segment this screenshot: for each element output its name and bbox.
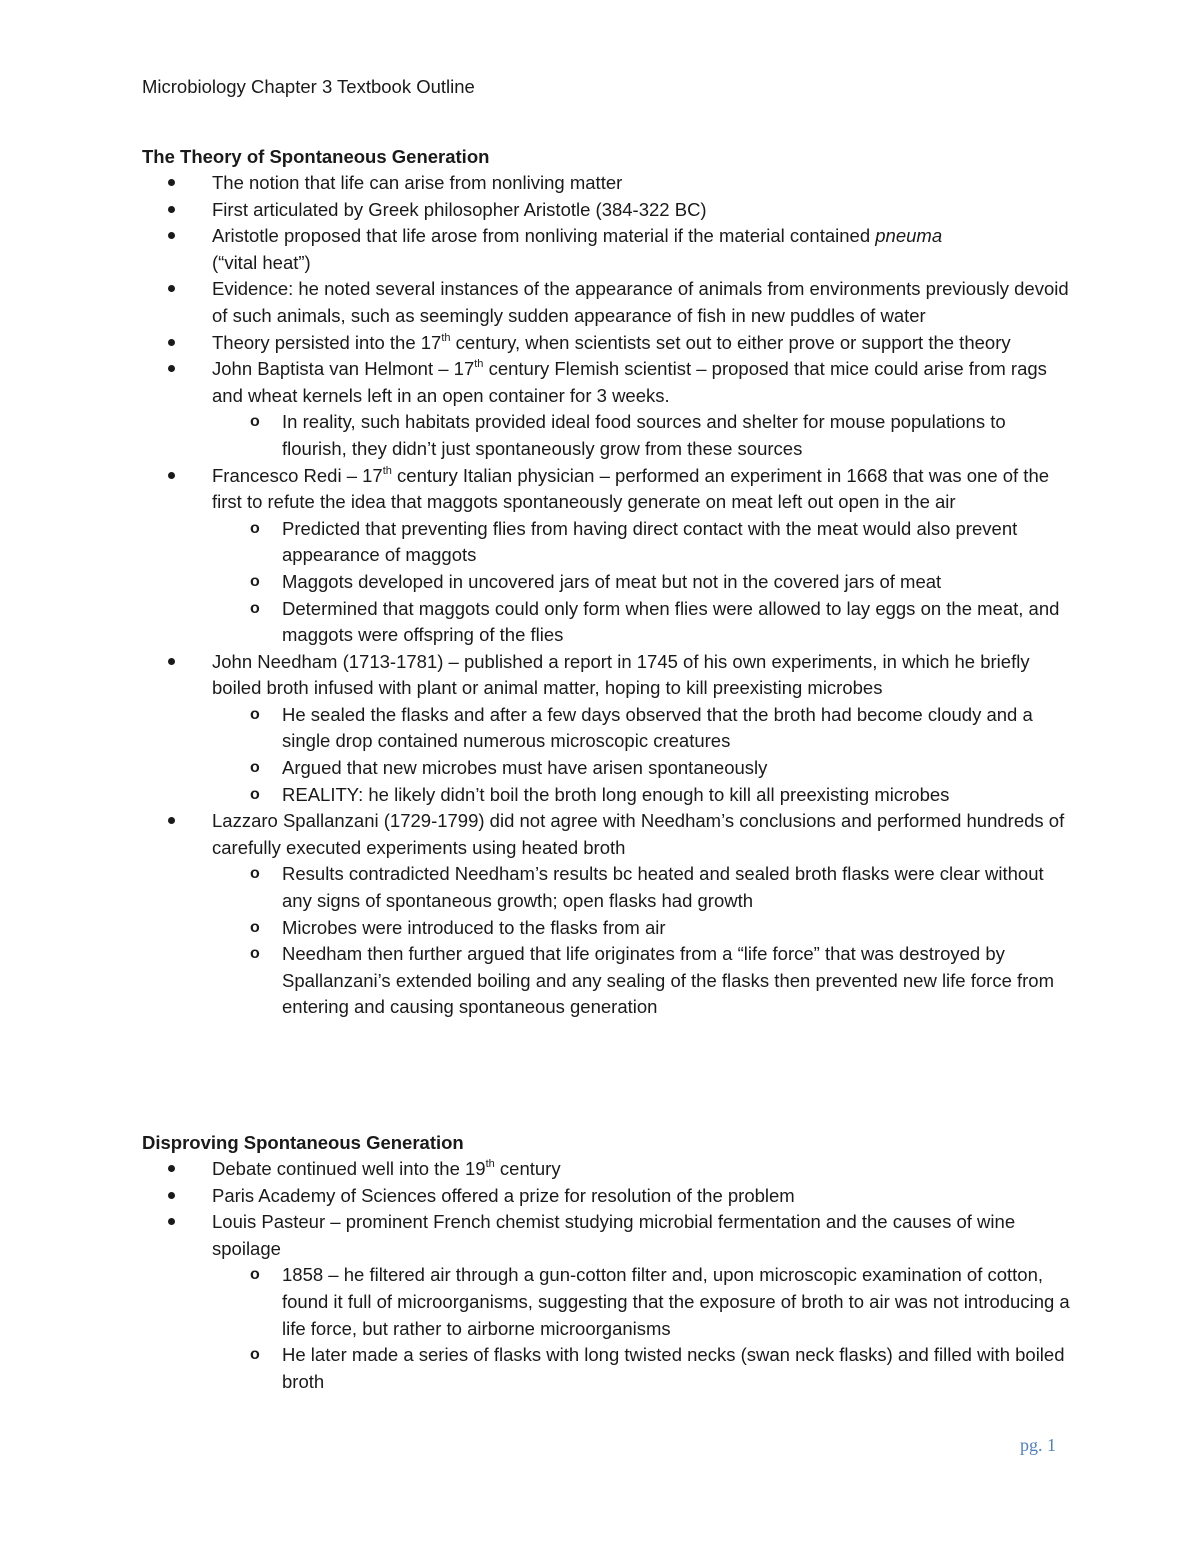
sub-bullet-icon: o [250,945,260,963]
document-title: Microbiology Chapter 3 Textbook Outline [142,76,475,97]
section-heading: The Theory of Spontaneous Generation [142,146,490,167]
sub-bullet-list [212,409,1070,462]
list-item: John Needham (1713-1781) – published a report in 1745 of his own experiments, in which he briefly boiled broth infused with plant or animal matter, hoping to kill preexisting microbes o He sealed the flasks and after a few days observed that the broth had become cloudy and a single drop contained numerous microscopic creatures o Argued that new microbes must have arisen spontaneously o REALITY: he likely didn’t boil the broth long enough to kill all preexisting microbes [0,649,1070,809]
bullet-icon [168,179,175,186]
sub-bullet-list [212,702,1070,808]
italic-term: pneuma [875,225,943,247]
page-number: pg. 1 [1020,1435,1056,1455]
list-item: Lazzaro Spallanzani (1729-1799) did not agree with Needham’s conclusions and performed hundreds of carefully executed experiments using heated broth o Results contradicted Needham’s results bc heated and sealed broth flasks were clear without any signs of spontaneous growth; open flasks had growth o Microbes were introduced to the flasks from air o Needham then further argued that life originates from a “life force” that was destroyed by Spallanzani’s extended boiling and any sealing of the flasks then prevented new life force from entering and causing spontaneous generation [0,808,1070,1021]
sub-bullet-icon: o [250,759,260,777]
bullet-list [0,170,1070,1021]
sub-bullet-icon: o [250,413,260,431]
sub-bullet-icon: o [250,519,260,537]
bullet-icon [168,658,175,665]
bullet-icon [168,339,175,346]
bullet-list [0,1156,1070,1395]
bullet-icon [168,1218,175,1225]
bullet-icon [168,365,175,372]
list-item: Aristotle proposed that life arose from nonliving material if the material contained pneuma (“vital heat”) [0,223,1070,276]
sub-list-item: o Needham then further argued that life originates from a “life force” that was destroyed by Spallanzani’s extended boiling and any sealing of the flasks then prevented new life force from entering and causing spontaneous generation [250,943,1055,1018]
bullet-icon [168,472,175,479]
bullet-icon [168,817,175,824]
sub-list-item: o Argued that new microbes must have arisen spontaneously [212,755,1070,782]
sub-bullet-icon: o [250,1266,260,1284]
list-item: The notion that life can arise from nonliving matter [0,170,1070,197]
sub-list-item: o In reality, such habitats provided ideal food sources and shelter for mouse populations to flourish, they didn’t just spontaneously grow from these sources [250,411,1006,459]
sub-bullet-icon: o [250,865,260,883]
list-item: John Baptista van Helmont – 17th century Flemish scientist – proposed that mice could arise from rags and wheat kernels left in an open container for 3 weeks. o In reality, such habitats provided ideal food sources and shelter for mouse populations to flourish, they didn’t just spontaneously grow from these sources [0,356,1070,462]
sub-bullet-list [212,1262,1070,1395]
sub-bullet-list [212,861,1070,1021]
list-item: Theory persisted into the 17th century, when scientists set out to either prove or support the theory [0,330,1070,357]
sub-bullet-list [212,516,1070,649]
sub-bullet-icon: o [250,599,260,617]
bullet-icon [168,285,175,292]
section-heading: Disproving Spontaneous Generation [142,1132,464,1153]
sub-list-item: o Results contradicted Needham’s results bc heated and sealed broth flasks were clear without any signs of spontaneous growth; open flasks had growth [250,863,1044,912]
sub-list-item: o 1858 – he filtered air through a gun-cotton filter and, upon microscopic examination of cotton, found it full of microorganisms, suggesting that the exposure of broth to air was not introducing a life force, but rather to airborne microorganisms [250,1264,1070,1339]
sub-bullet-icon: o [250,918,260,936]
sub-bullet-icon: o [250,572,260,590]
bullet-icon [168,232,175,239]
sub-list-item: o Microbes were introduced to the flasks from air [212,915,1070,942]
sub-list-item: o Determined that maggots could only form when flies were allowed to lay eggs on the meat, and maggots were offspring of the flies [250,597,1060,646]
sub-list-item: o Predicted that preventing flies from having direct contact with the meat would also prevent appearance of maggots [250,517,1018,566]
sub-list-item: o REALITY: he likely didn’t boil the broth long enough to kill all preexisting microbes [212,782,1070,809]
list-item: Paris Academy of Sciences offered a prize for resolution of the problem [0,1183,1070,1210]
sub-bullet-icon: o [250,785,260,803]
list-item: First articulated by Greek philosopher Aristotle (384-322 BC) [0,197,1070,224]
sub-bullet-icon: o [250,1346,260,1364]
sub-list-item: o He later made a series of flasks with long twisted necks (swan neck flasks) and filled with boiled broth [250,1344,1065,1392]
bullet-icon [168,206,175,213]
sub-list-item: o Maggots developed in uncovered jars of meat but not in the covered jars of meat [212,569,1070,596]
list-item: Louis Pasteur – prominent French chemist studying microbial fermentation and the causes of wine spoilage o 1858 – he filtered air through a gun-cotton filter and, upon microscopic examination of cotton, found it full of microorganisms, suggesting that the exposure of broth to air was not introducing a life force, but rather to airborne microorganisms o He later made a series of flasks with long twisted necks (swan neck flasks) and filled with boiled broth [0,1209,1070,1395]
bullet-icon [168,1165,175,1172]
sub-list-item: o He sealed the flasks and after a few days observed that the broth had become cloudy and a single drop contained numerous microscopic creatures [250,703,1033,752]
list-item: Francesco Redi – 17th century Italian physician – performed an experiment in 1668 that was one of the first to refute the idea that maggots spontaneously generate on meat left out open in the air o Predicted that preventing flies from having direct contact with the meat would also prevent appearance of maggots o Maggots developed in uncovered jars of meat but not in the covered jars of meat o Determined that maggots could only form when flies were allowed to lay eggs on the meat, and maggots were offspring of the flies [0,463,1070,649]
list-item: Debate continued well into the 19th century [0,1156,1070,1183]
bullet-icon [168,1192,175,1199]
list-item: Evidence: he noted several instances of the appearance of animals from environments previously devoid of such animals, such as seemingly sudden appearance of fish in new puddles of water [0,276,1070,329]
sub-bullet-icon: o [250,705,260,723]
